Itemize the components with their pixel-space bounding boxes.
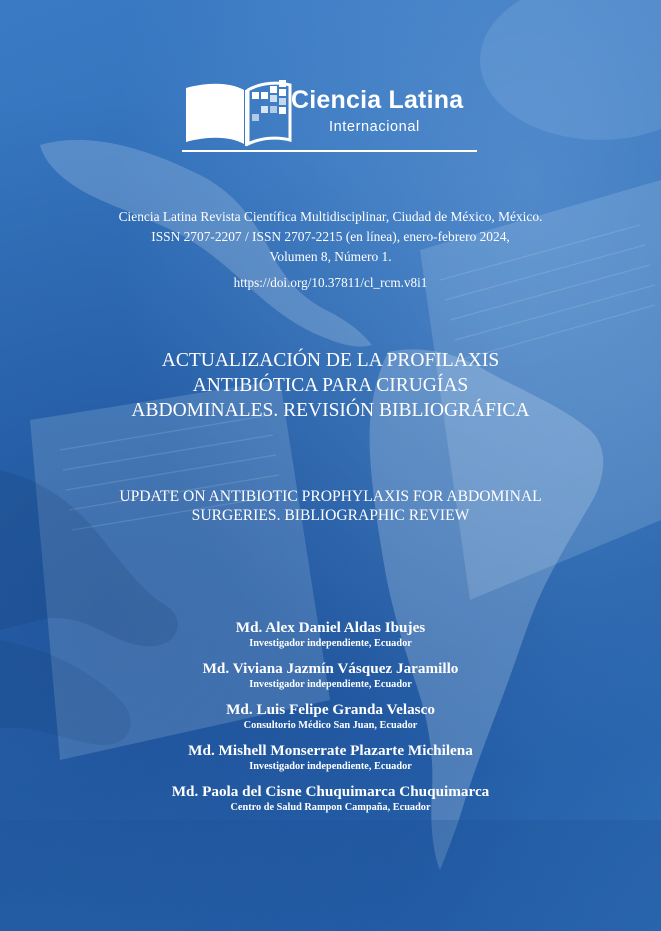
title-spanish-line: ACTUALIZACIÓN DE LA PROFILAXIS: [161, 350, 500, 371]
author-list: [40, 618, 621, 823]
title-spanish-line: ANTIBIÓTICA PARA CIRUGÍAS: [192, 375, 469, 396]
brand-name: Ciencia Latina: [291, 86, 464, 114]
author-affiliation: Consultorio Médico San Juan, Ecuador: [243, 720, 418, 731]
journal-info-line: Volumen 8, Número 1.: [269, 249, 392, 264]
doi-link[interactable]: https://doi.org/10.37811/cl_rcm.v8i1: [233, 275, 428, 290]
title-spanish: [40, 348, 621, 423]
brand-subtitle: Internacional: [329, 119, 420, 135]
author-entry: [40, 659, 621, 691]
author-name: Md. Mishell Monserrate Plazarte Michilena: [188, 742, 473, 759]
title-spanish-line: ABDOMINALES. REVISIÓN BIBLIOGRÁFICA: [131, 400, 530, 421]
journal-info-line: ISSN 2707-2207 / ISSN 2707-2215 (en línea), enero-febrero 2024,: [151, 229, 510, 244]
author-entry: [40, 741, 621, 773]
author-affiliation: Investigador independiente, Ecuador: [249, 761, 412, 772]
author-entry: [40, 700, 621, 732]
author-entry: [40, 782, 621, 814]
author-affiliation: Investigador independiente, Ecuador: [249, 679, 412, 690]
author-affiliation: Centro de Salud Rampon Campaña, Ecuador: [230, 802, 431, 813]
author-name: Md. Alex Daniel Aldas Ibujes: [235, 619, 426, 636]
author-name: Md. Viviana Jazmín Vásquez Jaramillo: [202, 660, 459, 677]
logo-divider: [182, 150, 477, 152]
author-affiliation: Investigador independiente, Ecuador: [249, 638, 412, 649]
author-name: Md. Paola del Cisne Chuquimarca Chuquimarca: [171, 783, 490, 800]
author-name: Md. Luis Felipe Granda Velasco: [226, 701, 435, 718]
author-entry: [40, 618, 621, 650]
title-english-line: SURGERIES. BIBLIOGRAPHIC REVIEW: [191, 507, 470, 524]
title-english: [40, 487, 621, 525]
title-english-line: UPDATE ON ANTIBIOTIC PROPHYLAXIS FOR ABDOMINAL: [119, 488, 542, 505]
journal-info: [30, 207, 631, 267]
journal-info-line: Ciencia Latina Revista Científica Multidisciplinar, Ciudad de México, México.: [118, 209, 543, 224]
